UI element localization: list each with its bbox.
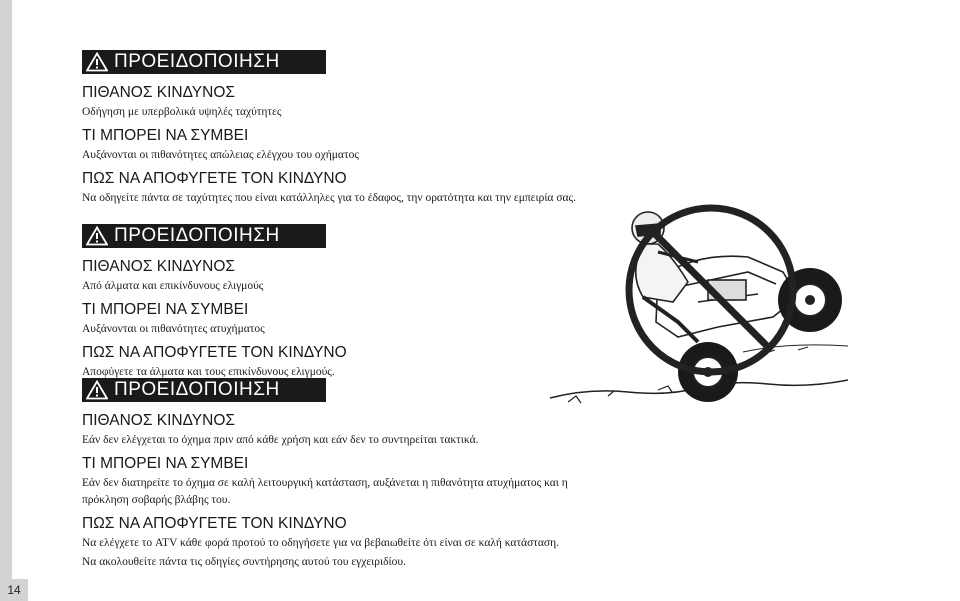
avoid-text-secondary: Να ακολουθείτε πάντα τις οδηγίες συντήρησης αυτού του εγχειριδίου. [82, 556, 406, 568]
warning-triangle-icon [86, 226, 108, 246]
hazard-heading: ΠΙΘΑΝΟΣ ΚΙΝΔΥΝΟΣ [82, 412, 235, 429]
warning-section-speed [82, 50, 592, 207]
consequence-text: Αυξάνονται οι πιθανότητες απώλειας ελέγχου του οχήματος [82, 149, 359, 161]
warning-banner [82, 224, 326, 248]
avoid-text: Να οδηγείτε πάντα σε ταχύτητες που είναι κατάλληλες για το έδαφος, την ορατότητα και την εμπειρία σας. [82, 192, 576, 204]
avoid-heading: ΠΩΣ ΝΑ ΑΠΟΦΥΓΕΤΕ ΤΟΝ ΚΙΝΔΥΝΟ [82, 170, 347, 187]
warning-label: ΠΡΟΕΙΔΟΠΟΙΗΣΗ [114, 379, 280, 400]
warning-triangle-icon [86, 52, 108, 72]
consequence-heading: ΤΙ ΜΠΟΡΕΙ ΝΑ ΣΥΜΒΕΙ [82, 127, 249, 144]
hazard-heading: ΠΙΘΑΝΟΣ ΚΙΝΔΥΝΟΣ [82, 84, 235, 101]
avoid-heading: ΠΩΣ ΝΑ ΑΠΟΦΥΓΕΤΕ ΤΟΝ ΚΙΝΔΥΝΟ [82, 515, 347, 532]
warning-label: ΠΡΟΕΙΔΟΠΟΙΗΣΗ [114, 51, 280, 72]
warning-triangle-icon [86, 380, 108, 400]
warning-label: ΠΡΟΕΙΔΟΠΟΙΗΣΗ [114, 225, 280, 246]
avoid-text: Αποφύγετε τα άλματα και τους επικίνδυνους ελιγμούς. [82, 366, 335, 378]
hazard-text: Οδήγηση με υπερβολικά υψηλές ταχύτητες [82, 106, 282, 118]
warning-banner [82, 50, 326, 74]
consequence-text: Εάν δεν διατηρείτε το όχημα σε καλή λειτουργική κατάσταση, αυξάνεται η πιθανότητα ατυχήματος και η πρόκληση σοβαρής βλάβης του. [82, 477, 568, 506]
avoid-text: Να ελέγχετε το ATV κάθε φορά προτού το οδηγήσετε για να βεβαιωθείτε ότι είναι σε καλή κατάσταση. [82, 537, 560, 549]
consequence-text: Αυξάνονται οι πιθανότητες ατυχήματος [82, 323, 265, 335]
page-sidebar [0, 0, 12, 601]
hazard-text: Εάν δεν ελέγχεται το όχημα πριν από κάθε χρήση και εάν δεν το συντηρείται τακτικά. [82, 434, 479, 446]
warning-section-jumps [82, 224, 592, 381]
hazard-text: Από άλματα και επικίνδυνους ελιγμούς [82, 280, 264, 292]
avoid-heading: ΠΩΣ ΝΑ ΑΠΟΦΥΓΕΤΕ ΤΟΝ ΚΙΝΔΥΝΟ [82, 344, 347, 361]
hazard-heading: ΠΙΘΑΝΟΣ ΚΙΝΔΥΝΟΣ [82, 258, 235, 275]
page-number: 14 [0, 579, 28, 601]
consequence-heading: ΤΙ ΜΠΟΡΕΙ ΝΑ ΣΥΜΒΕΙ [82, 301, 249, 318]
atv-jump-prohibited-illustration [548, 202, 868, 412]
warning-section-maintenance [82, 378, 592, 571]
consequence-heading: ΤΙ ΜΠΟΡΕΙ ΝΑ ΣΥΜΒΕΙ [82, 455, 249, 472]
warning-banner [82, 378, 326, 402]
